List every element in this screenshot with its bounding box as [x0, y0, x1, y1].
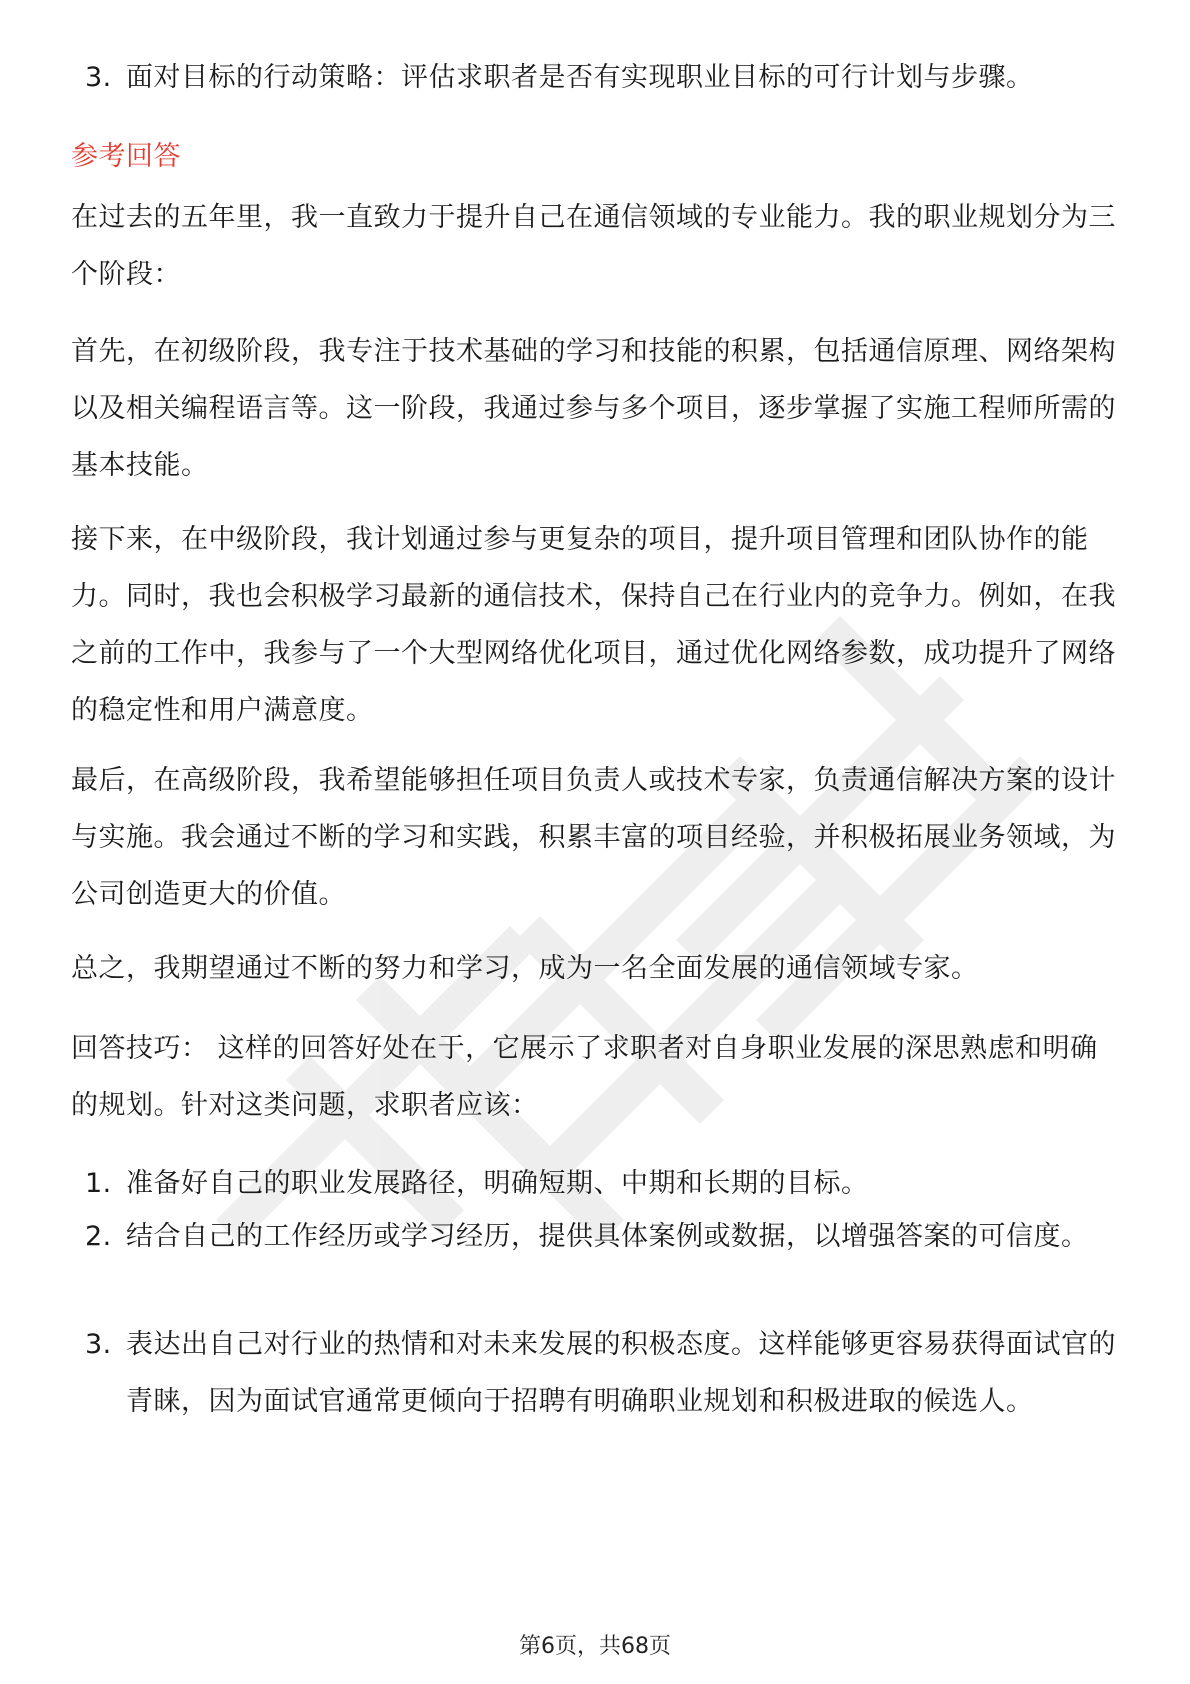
tips-list-item [85, 1316, 1125, 1430]
answer-paragraph: 首先，在初级阶段，我专注于技术基础的学习和技能的积累，包括通信原理、网络架构以及相关编程语言等。这一阶段，我通过参与多个项目，逐步掌握了实施工程师所需的基本技能。 [71, 336, 1116, 481]
list-number: 3. [85, 1329, 112, 1360]
list-text: 准备好自己的职业发展路径，明确短期、中期和长期的目标。 [126, 1168, 869, 1199]
list-text: 结合自己的工作经历或学习经历，提供具体案例或数据，以增强答案的可信度。 [126, 1221, 1089, 1252]
list-text: 面对目标的行动策略：评估求职者是否有实现职业目标的可行计划与步骤。 [126, 62, 1034, 93]
list-number: 3. [85, 62, 112, 93]
list-number: 2. [85, 1221, 112, 1252]
section-heading: 参考回答 [71, 141, 181, 172]
answer-paragraph: 总之，我期望通过不断的努力和学习，成为一名全面发展的通信领域专家。 [71, 953, 979, 984]
answer-paragraph: 接下来，在中级阶段，我计划通过参与更复杂的项目，提升项目管理和团队协作的能力。同时，我也会积极学习最新的通信技术，保持自己在行业内的竞争力。例如，在我之前的工作中，我参与了一个大型网络优化项目，通过优化网络参数，成功提升了网络的稳定性和用户满意度。 [71, 524, 1116, 726]
tips-list-item [85, 1208, 1125, 1265]
intro-list-item [85, 49, 1125, 106]
list-number: 1. [85, 1168, 112, 1199]
tips-intro: 回答技巧： 这样的回答好处在于，它展示了求职者对自身职业发展的深思熟虑和明确的规划。针对这类问题，求职者应该： [71, 1033, 1098, 1121]
answer-paragraph: 在过去的五年里，我一直致力于提升自己在通信领域的专业能力。我的职业规划分为三个阶段： [71, 202, 1116, 290]
page-number-footer: 第6页，共68页 [519, 1634, 671, 1659]
tips-list-item [85, 1155, 1125, 1212]
answer-paragraph: 最后，在高级阶段，我希望能够担任项目负责人或技术专家，负责通信解决方案的设计与实施。我会通过不断的学习和实践，积累丰富的项目经验，并积极拓展业务领域，为公司创造更大的价值。 [71, 765, 1116, 910]
list-text: 表达出自己对行业的热情和对未来发展的积极态度。这样能够更容易获得面试官的青睐，因为面试官通常更倾向于招聘有明确职业规划和积极进取的候选人。 [126, 1329, 1116, 1417]
